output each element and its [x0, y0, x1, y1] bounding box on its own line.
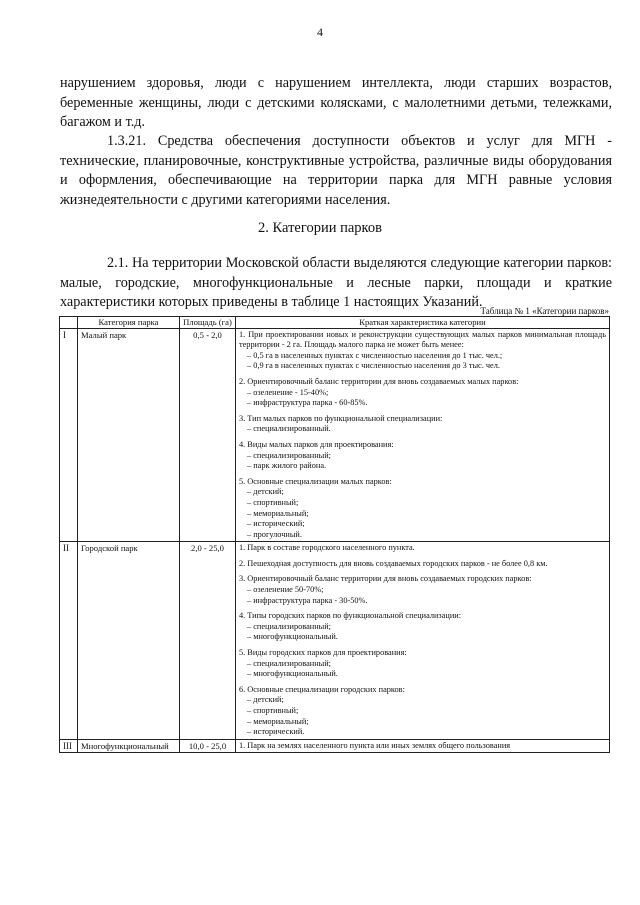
park-categories-table	[59, 316, 610, 753]
description-subitem: – 0,5 га в населенных пунктах с численностью населения до 1 тыс. чел.;	[247, 350, 503, 360]
description-subitem: – мемориальный;	[247, 508, 309, 518]
description-item-text: 3. Тип малых парков по функциональной специализации:	[239, 413, 443, 423]
description-item	[239, 611, 606, 643]
description-item	[239, 330, 606, 372]
table-header-row	[60, 317, 610, 329]
description-item	[239, 559, 606, 570]
paragraph-2-1: 2.1. На территории Московской области выделяются следующие категории парков: малые, городские, многофункциональные и лесные парки, площади и краткие характеристики которых приведены в таблице 1 настоящих Указаний.	[60, 255, 612, 310]
description-item-text: 1. Парк на землях населенного пункта или иных землях общего пользования	[239, 740, 511, 750]
description-item-text: 1. При проектировании новых и реконструкции существующих малых парков минимальная площадь территории - 2 га. Площадь малого парка не может быть менее:	[239, 329, 606, 350]
description-item	[239, 574, 606, 606]
header-num	[60, 317, 78, 329]
description-item	[239, 741, 606, 752]
description-subitem: – мемориальный;	[247, 716, 309, 726]
category-description	[236, 542, 610, 740]
paragraph-continuation: нарушением здоровья, люди с нарушением интеллекта, люди старших возрастов, беременные женщины, люди с детскими колясками, с малолетними детьми, тележками, багажом и т.д.	[60, 75, 612, 130]
description-subitem: – исторический.	[247, 727, 305, 737]
description-subitem: – специализированный;	[247, 621, 331, 631]
category-name: Малый парк	[78, 328, 180, 542]
description-item-text: 6. Основные специализации городских парков:	[239, 684, 405, 694]
description-subitem: – детский;	[247, 695, 284, 705]
category-number: I	[60, 328, 78, 542]
description-subitem: – детский;	[247, 487, 284, 497]
description-item	[239, 685, 606, 738]
description-subitem: – многофункциональный.	[247, 669, 338, 679]
description-item	[239, 377, 606, 409]
description-item-text: 2. Пешеходная доступность для вновь создаваемых городских парков - не более 0,8 км.	[239, 558, 548, 568]
description-subitem: – инфраструктура парка - 30-50%.	[247, 595, 368, 605]
description-item-text: 2. Ориентировочный баланс территории для вновь создаваемых малых парков:	[239, 376, 519, 386]
description-item	[239, 648, 606, 680]
description-subitem: – парк жилого района.	[247, 461, 327, 471]
category-description	[236, 328, 610, 542]
category-name: Городской парк	[78, 542, 180, 740]
description-subitem: – специализированный;	[247, 450, 331, 460]
table-row	[60, 542, 610, 740]
description-item-text: 4. Виды малых парков для проектирования:	[239, 439, 394, 449]
description-item-text: 1. Парк в составе городского населенного пункта.	[239, 543, 415, 553]
category-number: III	[60, 739, 78, 753]
description-item	[239, 543, 606, 554]
description-subitem: – спортивный;	[247, 497, 299, 507]
description-subitem: – исторический;	[247, 519, 305, 529]
description-item-text: 5. Виды городских парков для проектирования:	[239, 648, 407, 658]
category-description	[236, 739, 610, 753]
header-category: Категория парка	[78, 317, 180, 329]
description-subitem: – спортивный;	[247, 706, 299, 715]
description-item	[239, 414, 606, 435]
table-row	[60, 328, 610, 542]
description-item	[239, 440, 606, 472]
paragraph-1-3-21: 1.3.21. Средства обеспечения доступности объектов и услуг для МГН - технические, планировочные, конструктивные устройства, различные виды оборудования и оформления, обеспечивающие на территории парка для МГН равные условия жизнедеятельности с другими категориями населения.	[60, 133, 612, 208]
description-item-text: 5. Основные специализации малых парков:	[239, 476, 392, 486]
category-number: II	[60, 542, 78, 740]
table-caption: Таблица № 1 «Категории парков»	[480, 306, 609, 316]
description-item-text: 3. Ориентировочный баланс территории для вновь создаваемых городских парков:	[239, 574, 532, 584]
header-description: Краткая характеристика категории	[236, 317, 610, 329]
description-item-text: 4. Типы городских парков по функциональной специализации:	[239, 611, 462, 621]
description-subitem: – специализированный.	[247, 424, 331, 434]
description-subitem: – специализированный;	[247, 658, 331, 668]
description-subitem: – инфраструктура парка - 60-85%.	[247, 398, 368, 408]
description-subitem: – озеленение - 15-40%;	[247, 387, 329, 397]
description-subitem: – озеленение 50-70%;	[247, 585, 324, 595]
category-area: 0,5 - 2,0	[180, 328, 236, 542]
description-subitem: – 0,9 га в населенных пунктах с численностью населения до 3 тыс. чел.	[247, 361, 500, 371]
page-number: 4	[317, 25, 323, 39]
section-heading: 2. Категории парков	[258, 220, 382, 236]
table-row	[60, 739, 610, 753]
description-item	[239, 477, 606, 541]
header-area: Площадь (га)	[180, 317, 236, 329]
description-subitem: – прогулочный.	[247, 529, 302, 539]
category-area: 10,0 - 25,0	[180, 739, 236, 753]
description-subitem: – многофункциональный.	[247, 632, 338, 642]
table-body	[60, 328, 610, 753]
category-area: 2,0 - 25,0	[180, 542, 236, 740]
category-name: Многофункциональный	[78, 739, 180, 753]
